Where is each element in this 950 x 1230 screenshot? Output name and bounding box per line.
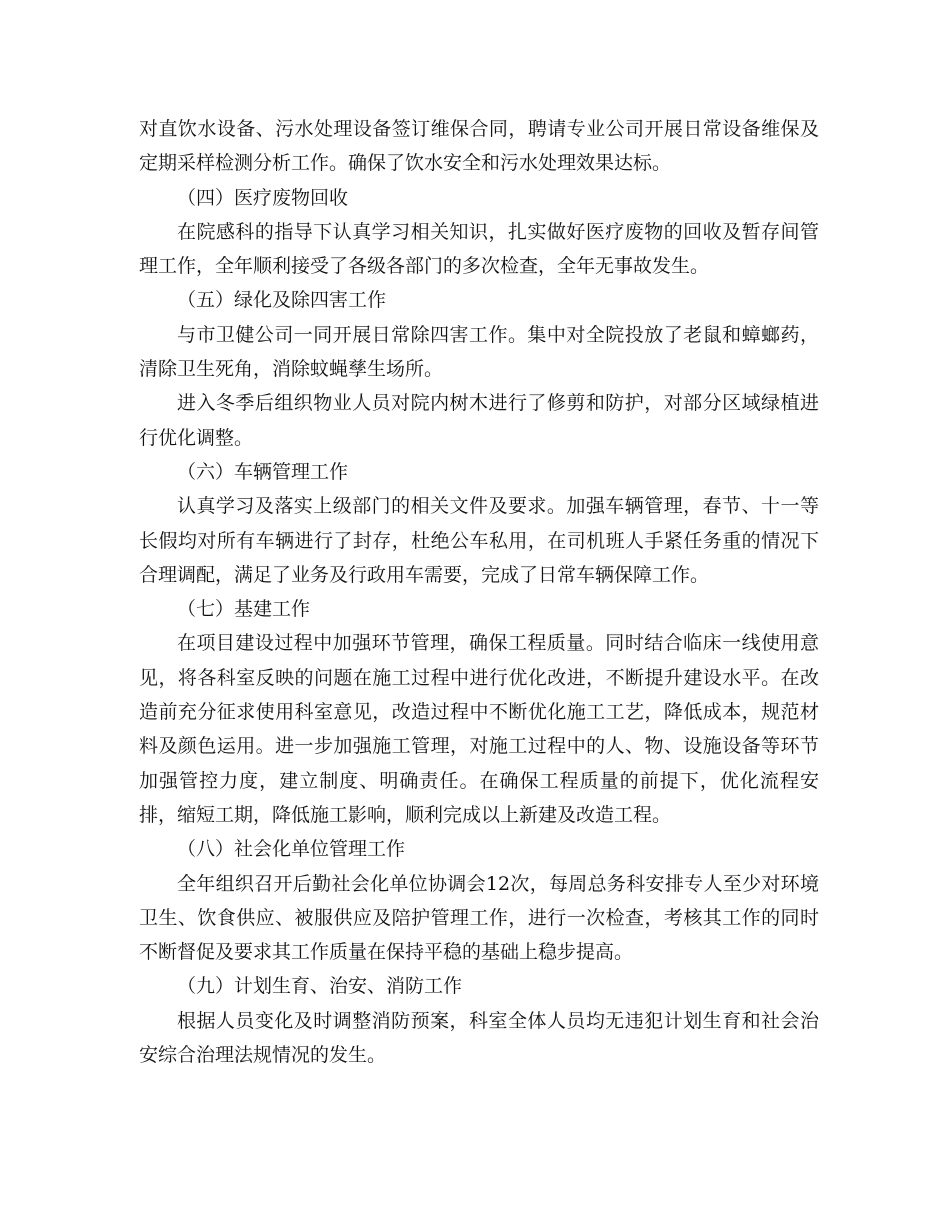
section-heading-infrastructure: （七）基建工作 — [177, 598, 311, 621]
paragraph-pest-control: 与市卫健公司一同开展日常除四害工作。集中对全院投放了老鼠和蟑螂药，清除卫生死角，消除蚊蝇孳生场所。 — [139, 323, 819, 381]
section-heading-medical-waste: （四）医疗废物回收 — [177, 186, 349, 209]
paragraph-infrastructure: 在项目建设过程中加强环节管理，确保工程质量。同时结合临床一线使用意见，将各科室反映的问题在施工过程中进行优化改进，不断提升建设水平。在改造前充分征求使用科室意见，改造过程中不断优化施工工艺，降低成本，规范材料及颜色运用。进一步加强施工管理，对施工过程中的人、物、设施设备等环节加强管控力度，建立制度、明确责任。在确保工程质量的前提下，优化流程安排，缩短工期，降低施工影响，顺利完成以上新建及改造工程。 — [139, 632, 819, 826]
paragraph-medical-waste: 在院感科的指导下认真学习相关知识，扎实做好医疗废物的回收及暂存间管理工作，全年顺利接受了各级各部门的多次检查，全年无事故发生。 — [139, 220, 819, 278]
paragraph-water-equipment: 对直饮水设备、污水处理设备签订维保合同，聘请专业公司开展日常设备维保及定期采样检测分析工作。确保了饮水安全和污水处理效果达标。 — [139, 118, 819, 175]
section-heading-family-planning-security-fire: （九）计划生育、治安、消防工作 — [177, 975, 463, 998]
paragraph-outsourced-units: 全年组织召开后勤社会化单位协调会12次，每周总务科安排专人至少对环境卫生、饮食供应、被服供应及陪护管理工作，进行一次检查，考核其工作的同时不断督促及要求其工作质量在保持平稳的基础上稳步提高。 — [139, 872, 819, 964]
paragraph-vehicle-management: 认真学习及落实上级部门的相关文件及要求。加强车辆管理，春节、十一等长假均对所有车辆进行了封存，杜绝公车私用，在司机班人手紧任务重的情况下合理调配，满足了业务及行政用车需要，完成了日常车辆保障工作。 — [139, 495, 819, 586]
section-heading-outsourced-units: （八）社会化单位管理工作 — [177, 838, 406, 861]
section-heading-greening-pest-control: （五）绿化及除四害工作 — [177, 289, 387, 312]
document-page — [139, 112, 819, 1072]
section-heading-vehicle-management: （六）车辆管理工作 — [177, 460, 349, 483]
paragraph-greening: 进入冬季后组织物业人员对院内树木进行了修剪和防护，对部分区域绿植进行优化调整。 — [139, 392, 819, 449]
paragraph-family-planning-security-fire: 根据人员变化及时调整消防预案，科室全体人员均无违犯计划生育和社会治安综合治理法规情况的发生。 — [139, 1009, 819, 1067]
